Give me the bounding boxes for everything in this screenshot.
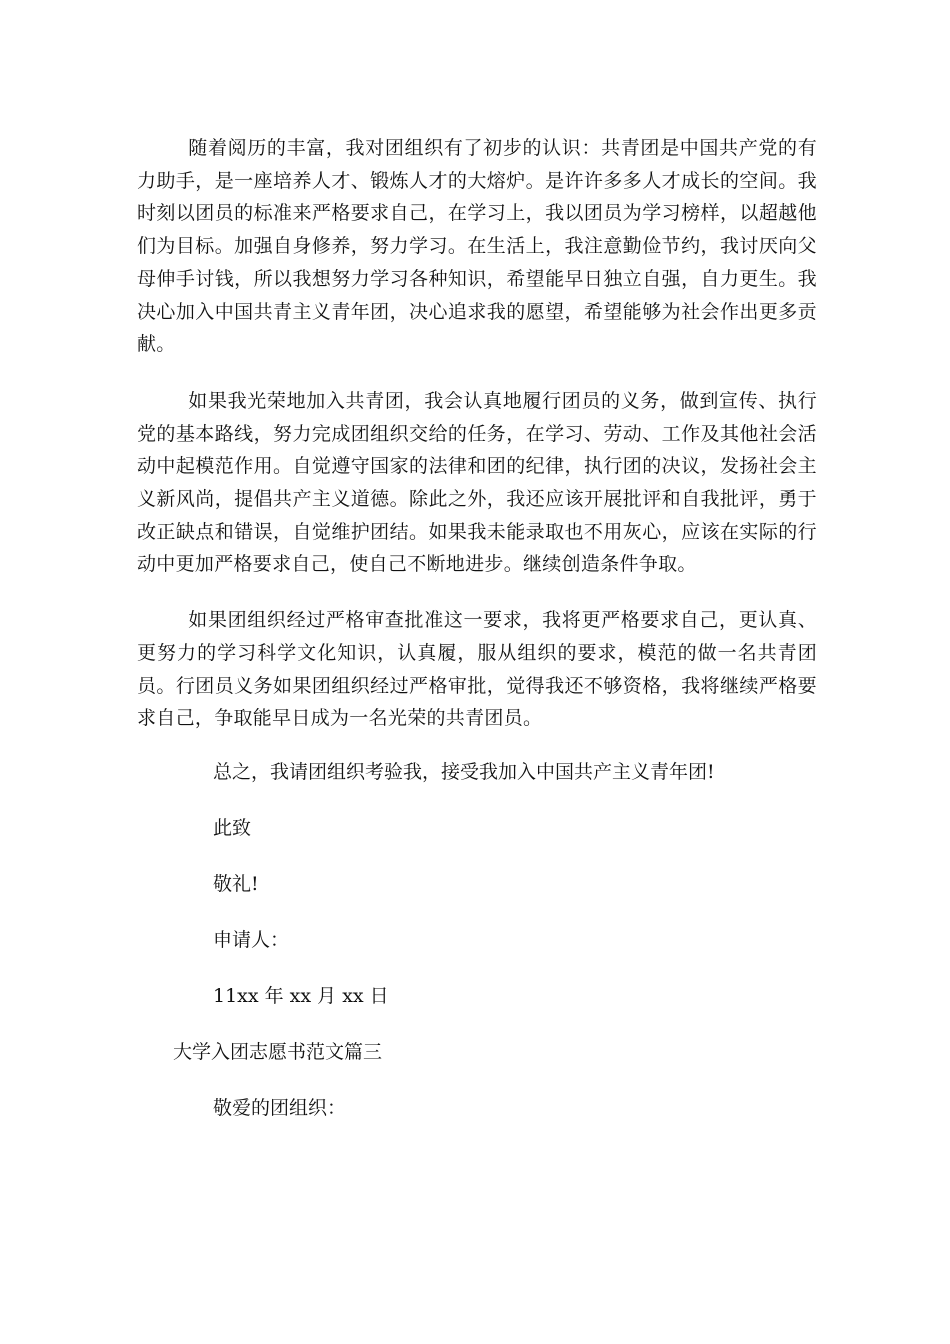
greeting-line: 敬爱的团组织： — [213, 1096, 347, 1119]
section-title: 大学入团志愿书范文篇三 — [173, 1040, 383, 1063]
closing-line: 此致 — [213, 816, 252, 839]
conclusion-line: 总之，我请团组织考验我，接受我加入中国共产主义青年团! — [213, 760, 715, 783]
applicant-line: 申请人： — [213, 928, 290, 951]
paragraph-3: 如果团组织经过严格审查批准这一要求，我将更严格要求自己，更认真、更努力的学习科学文化知识，认真履，服从组织的要求，模范的做一名共青团员。行团员义务如果团组织经过严格审批，觉得我还不够资格，我将继续严格要求自己，争取能早日成为一名光荣的共青团员。 — [137, 609, 817, 730]
paragraph-2: 如果我光荣地加入共青团，我会认真地履行团员的义务，做到宣传、执行党的基本路线，努力完成团组织交给的任务，在学习、劳动、工作及其他社会活动中起模范作用。自觉遵守国家的法律和团的纪律，执行团的决议，发扬社会主义新风尚，提倡共产主义道德。除此之外，我还应该开展批评和自我批评，勇于改正缺点和错误，自觉维护团结。如果我未能录取也不用灰心，应该在实际的行动中更加严格要求自己，使自己不断地进步。继续创造条件争取。 — [137, 389, 817, 576]
paragraph-1: 随着阅历的丰富，我对团组织有了初步的认识：共青团是中国共产党的有力助手，是一座培养人才、锻炼人才的大熔炉。是许许多多人才成长的空间。我时刻以团员的标准来严格要求自己，在学习上，我以团员为学习榜样，以超越他们为目标。加强自身修养，努力学习。在生活上，我注意勤俭节约，我讨厌向父母伸手讨钱，所以我想努力学习各种知识，希望能早日独立自强，自力更生。我决心加入中国共青主义青年团，决心追求我的愿望，希望能够为社会作出更多贡献。 — [137, 137, 817, 356]
salute-line: 敬礼! — [213, 872, 259, 895]
date-line: 11xx 年 xx 月 xx 日 — [213, 984, 389, 1007]
document-page — [137, 132, 817, 1148]
